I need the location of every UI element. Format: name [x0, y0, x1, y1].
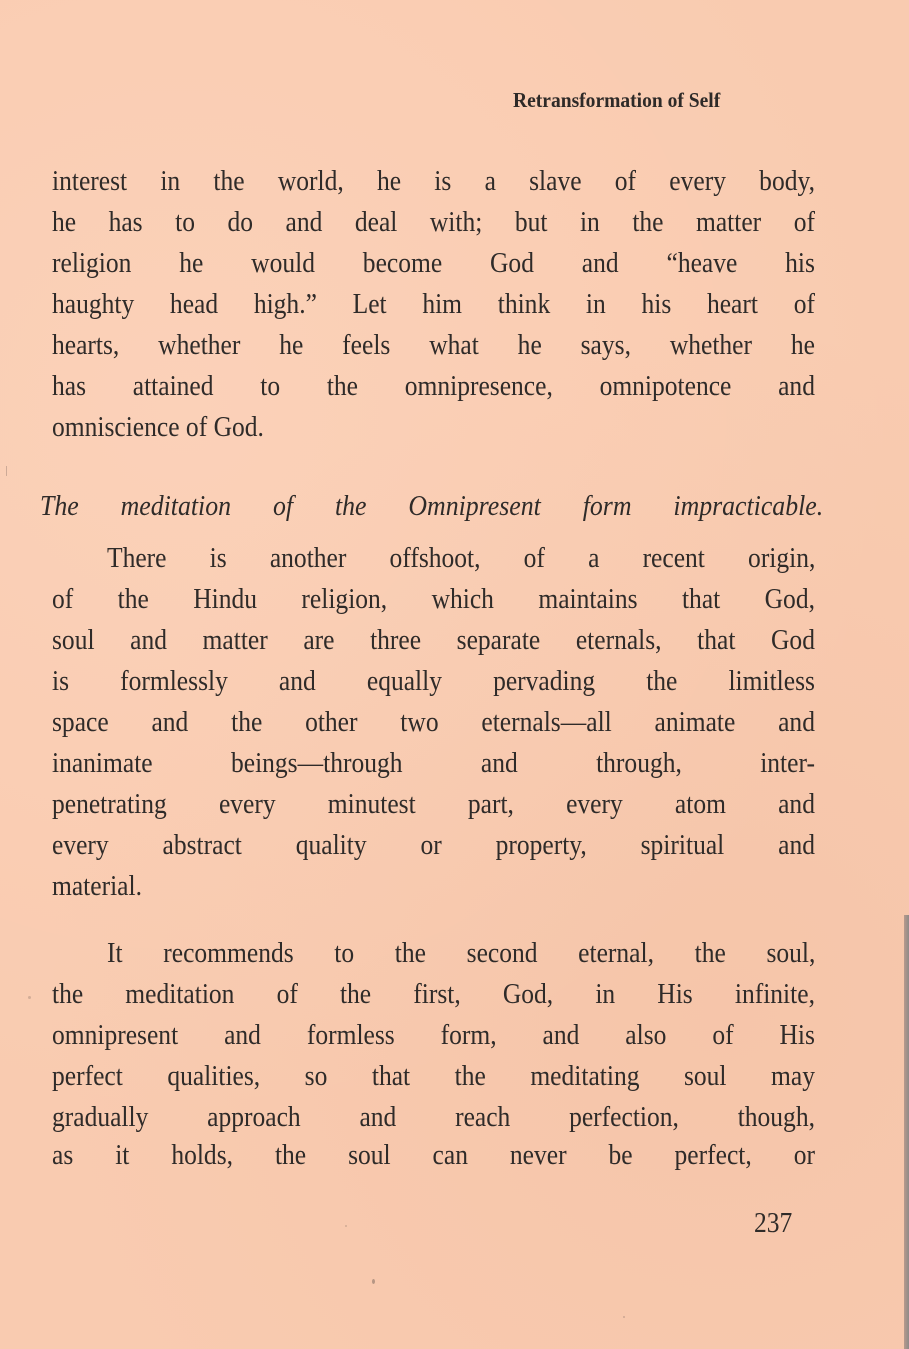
text-line: space and the other two eternals—all animate and	[52, 706, 815, 738]
running-head: Retransformation of Self	[513, 88, 721, 112]
paper-speck	[28, 996, 31, 999]
page-number: 237	[754, 1207, 793, 1239]
page-edge-shadow	[904, 915, 909, 1349]
text-line: has attained to the omnipresence, omnipotence and	[52, 370, 815, 402]
text-line: as it holds, the soul can never be perfect, or	[52, 1139, 815, 1171]
text-line: the meditation of the first, God, in His infinite,	[52, 978, 815, 1010]
text-line: perfect qualities, so that the meditating soul may	[52, 1060, 815, 1092]
section-heading: The meditation of the Omnipresent form impracticable.	[40, 490, 824, 522]
text-line: gradually approach and reach perfection, though,	[52, 1101, 815, 1133]
paper-speck	[372, 1279, 375, 1284]
text-line: religion he would become God and “heave his	[52, 247, 815, 279]
text-line: omnipresent and formless form, and also of His	[52, 1019, 815, 1051]
text-line: inanimate beings—through and through, inter-	[52, 747, 815, 779]
text-line: It recommends to the second eternal, the soul,	[107, 937, 816, 969]
text-line: omniscience of God.	[52, 411, 264, 443]
text-line: penetrating every minutest part, every atom and	[52, 788, 815, 820]
text-line: hearts, whether he feels what he says, whether he	[52, 329, 815, 361]
text-line: soul and matter are three separate eternals, that God	[52, 624, 815, 656]
text-line: he has to do and deal with; but in the matter of	[52, 206, 815, 238]
text-line: haughty head high.” Let him think in his heart of	[52, 288, 815, 320]
paper-speck	[623, 1316, 625, 1318]
text-line: is formlessly and equally pervading the limitless	[52, 665, 815, 697]
text-line: material.	[52, 870, 142, 902]
text-line: interest in the world, he is a slave of every body,	[52, 165, 815, 197]
text-line: every abstract quality or property, spiritual and	[52, 829, 815, 861]
text-line: There is another offshoot, of a recent origin,	[107, 542, 816, 574]
paper-mark	[6, 466, 7, 476]
text-line: of the Hindu religion, which maintains that God,	[52, 583, 815, 615]
paper-speck	[345, 1225, 347, 1227]
